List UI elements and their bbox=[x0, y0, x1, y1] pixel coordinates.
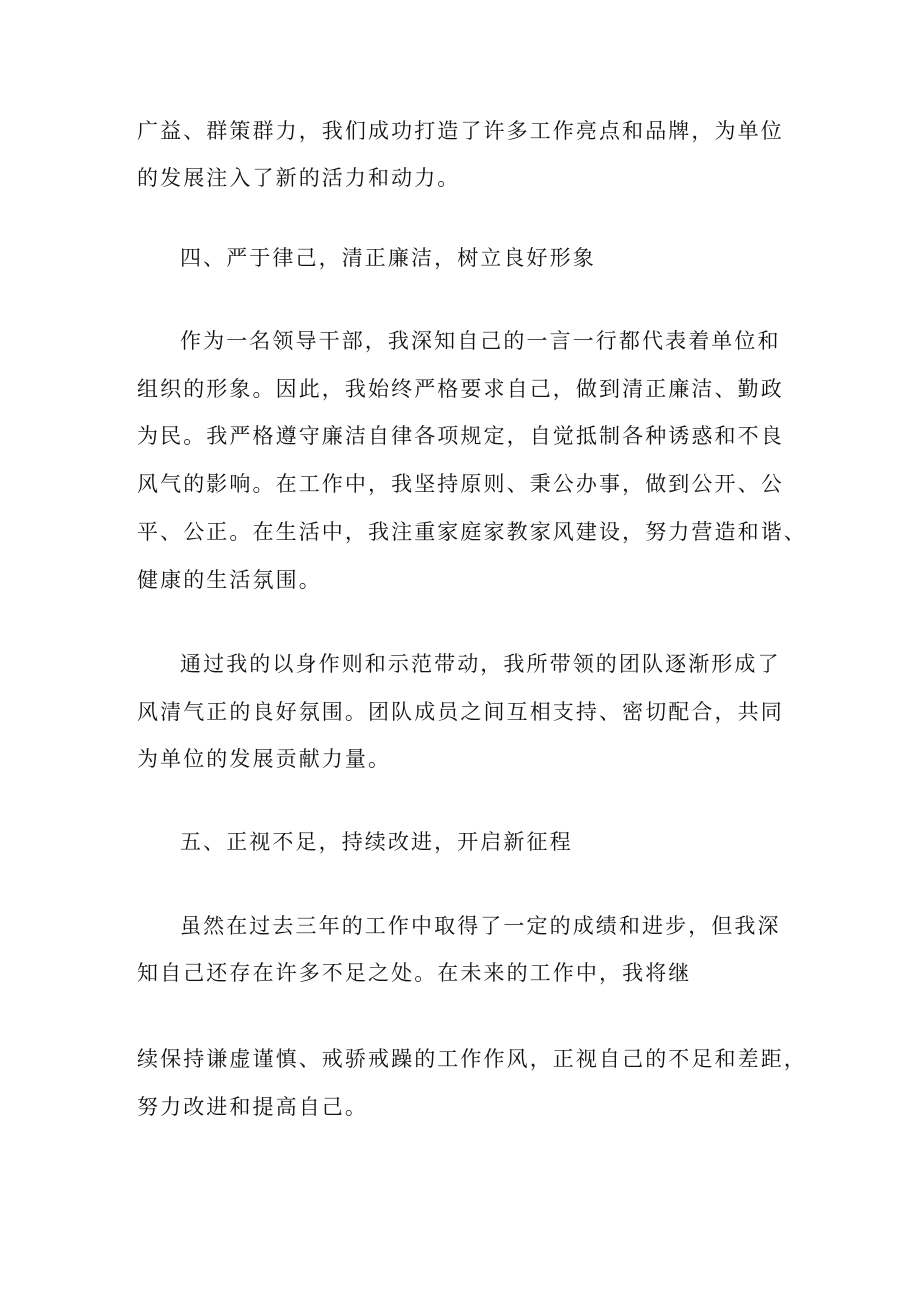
paragraph-line: 平、公正。在生活中，我注重家庭家教家风建设，努力营造和谐、 bbox=[137, 520, 807, 544]
paragraph-line: 续保持谦虚谨慎、戒骄戒躁的工作作风，正视自己的不足和差距， bbox=[137, 1047, 807, 1071]
paragraph-line: 风清气正的良好氛围。团队成员之间互相支持、密切配合，共同 bbox=[137, 700, 784, 724]
section-heading: 四、严于律己，清正廉洁，树立良好形象 bbox=[180, 246, 596, 270]
paragraph-line: 作为一名领导干部，我深知自己的一言一行都代表着单位和 bbox=[180, 329, 781, 353]
paragraph-line: 风气的影响。在工作中，我坚持原则、秉公办事，做到公开、公 bbox=[137, 472, 784, 496]
paragraph-line: 健康的生活氛围。 bbox=[137, 568, 322, 592]
paragraph-line: 组织的形象。因此，我始终严格要求自己，做到清正廉洁、勤政 bbox=[137, 377, 784, 401]
paragraph-line: 虽然在过去三年的工作中取得了一定的成绩和进步，但我深 bbox=[180, 914, 781, 938]
paragraph-line: 的发展注入了新的活力和动力。 bbox=[137, 166, 461, 190]
paragraph-line: 通过我的以身作则和示范带动，我所带领的团队逐渐形成了 bbox=[180, 652, 781, 676]
paragraph-line: 广益、群策群力，我们成功打造了许多工作亮点和品牌，为单位 bbox=[137, 119, 784, 143]
paragraph-line: 为民。我严格遵守廉洁自律各项规定，自觉抵制各种诱惑和不良 bbox=[137, 424, 784, 448]
paragraph-line: 知自己还存在许多不足之处。在未来的工作中，我将继 bbox=[137, 961, 692, 985]
paragraph-line: 为单位的发展贡献力量。 bbox=[137, 747, 392, 771]
paragraph-line: 努力改进和提高自己。 bbox=[137, 1095, 368, 1119]
section-heading: 五、正视不足，持续改进，开启新征程 bbox=[180, 830, 573, 854]
